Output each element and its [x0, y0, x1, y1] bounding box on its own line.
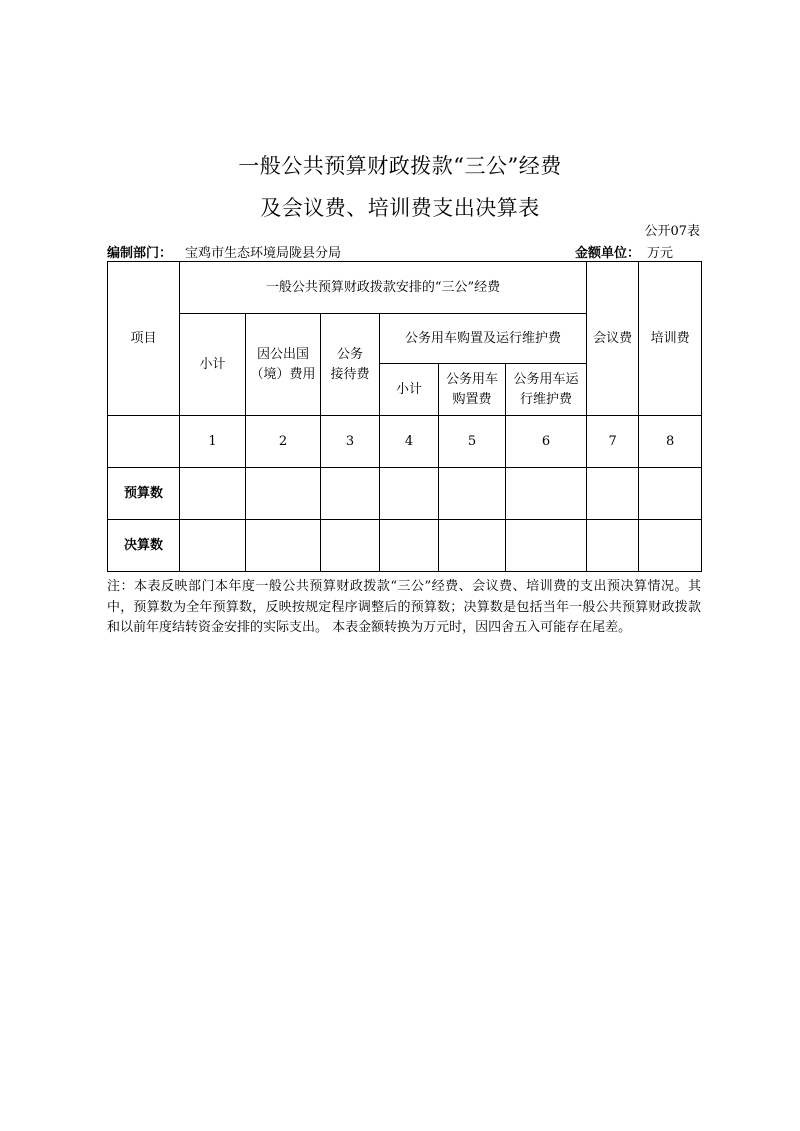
table-cell [506, 520, 587, 572]
table-cell [639, 520, 702, 572]
footnote: 注：本表反映部门本年度一般公共预算财政拨款“三公”经费、会议费、培训费的支出预决算情况。其中，预算数为全年预算数，反映按规定程序调整后的预算数；决算数是包括当年一般公共预算财政拨款和以前年度结转资金安排的实际支出。 本表金额转换为万元时，因四舍五入可能存在尾差。 [107, 579, 701, 635]
header-vehicle-purchase [439, 364, 506, 416]
unit-value: 万元 [647, 246, 674, 261]
header-subtotal: 小计 [180, 314, 246, 416]
table-cell [180, 468, 246, 520]
col-number: 3 [321, 416, 380, 468]
dept-label: 编制部门： [107, 246, 173, 261]
table-cell [587, 468, 639, 520]
expenditure-table [107, 261, 702, 572]
col-number: 4 [380, 416, 439, 468]
col-number: 2 [246, 416, 321, 468]
header-abroad [246, 314, 321, 416]
col-number: 1 [180, 416, 246, 468]
number-row-blank [108, 416, 180, 468]
header-reception-line1: 公务 [336, 346, 363, 362]
header-meeting: 会议费 [587, 262, 639, 416]
header-vehicle-ops [506, 364, 587, 416]
table-cell [380, 468, 439, 520]
header-sangong-group: 一般公共预算财政拨款安排的“三公”经费 [180, 262, 587, 314]
header-vehicle-subtotal: 小计 [380, 364, 439, 416]
table-cell [321, 520, 380, 572]
header-vehicle-ops-line1: 公务用车运 [513, 371, 579, 387]
page-subtitle: 及会议费、培训费支出决算表 [260, 196, 540, 220]
header-vehicle-purchase-line1: 公务用车 [445, 371, 498, 387]
info-row [107, 242, 701, 260]
row-label-budget: 预算数 [108, 468, 180, 520]
header-vehicle-ops-line2: 行维护费 [520, 391, 573, 407]
table-cell [180, 520, 246, 572]
table-cell [506, 468, 587, 520]
col-number: 7 [587, 416, 639, 468]
unit-label: 金额单位： [575, 246, 641, 261]
table-number: 公开07表 [644, 224, 700, 239]
header-training: 培训费 [639, 262, 702, 416]
table-cell [246, 520, 321, 572]
col-number: 5 [439, 416, 506, 468]
header-reception-line2: 接待费 [330, 366, 370, 382]
table-row [108, 468, 702, 520]
dept-value: 宝鸡市生态环境局陇县分局 [185, 246, 342, 261]
table-cell [246, 468, 321, 520]
table-row [108, 520, 702, 572]
header-vehicle-group: 公务用车购置及运行维护费 [380, 314, 587, 364]
table-cell [380, 520, 439, 572]
header-item: 项目 [108, 262, 180, 416]
col-number: 6 [506, 416, 587, 468]
header-reception [321, 314, 380, 416]
header-abroad-line1: 因公出国 [256, 346, 309, 362]
col-number: 8 [639, 416, 702, 468]
header-vehicle-purchase-line2: 购置费 [452, 391, 492, 407]
table-cell [587, 520, 639, 572]
table-cell [439, 520, 506, 572]
header-abroad-line2: （境）费用 [250, 366, 316, 382]
table-cell [321, 468, 380, 520]
row-label-final: 决算数 [108, 520, 180, 572]
page-title: 一般公共预算财政拨款“三公”经费 [238, 154, 562, 178]
table-cell [639, 468, 702, 520]
table-cell [439, 468, 506, 520]
